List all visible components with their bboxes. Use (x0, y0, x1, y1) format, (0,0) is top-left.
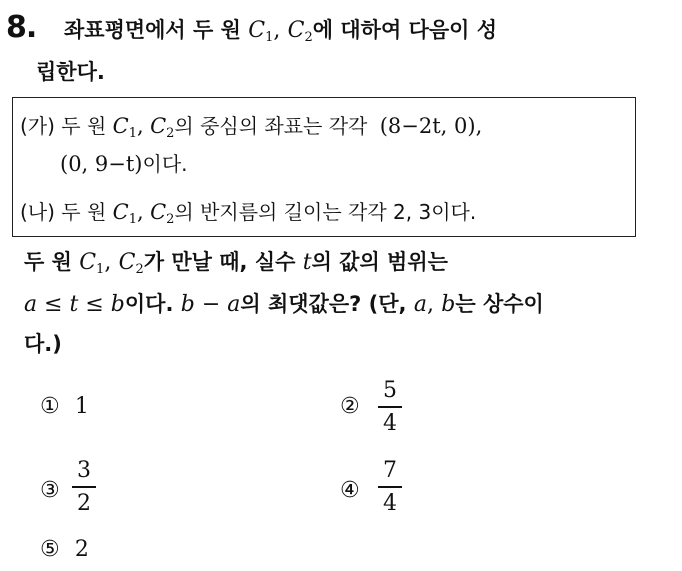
choice-2-denominator: 4 (383, 410, 397, 436)
constant-b: b (441, 292, 456, 317)
choice-3-denominator: 2 (77, 490, 91, 516)
choice-4-denominator: 4 (383, 490, 397, 516)
difference-expr: b − a (180, 292, 241, 317)
choice-1-value: 1 (74, 394, 89, 419)
circle-c1: $C_1$ (248, 18, 274, 45)
choice-4-fraction (378, 458, 402, 516)
choice-2-numerator: 5 (383, 378, 397, 403)
choice-4-marker: ④ (340, 478, 360, 503)
choice-5-marker: ⑤ (40, 537, 60, 562)
stem-text-b: 에 대하여 다음이 성 (312, 18, 498, 42)
choice-4-numerator: 7 (383, 458, 397, 483)
choice-2-fraction (378, 378, 402, 436)
stem-text-a: 좌표평면에서 두 원 (64, 18, 241, 42)
choice-3[interactable] (40, 478, 60, 503)
variable-t: t (302, 250, 312, 275)
circle-c2: $C_2$ (118, 250, 144, 277)
fraction-bar (378, 486, 402, 488)
choice-4[interactable] (340, 478, 360, 503)
fraction-bar (72, 486, 96, 488)
circle-c1: $C_1$ (112, 200, 138, 227)
choice-1-marker: ① (40, 394, 60, 419)
circle-c2: $C_2$ (287, 18, 313, 45)
choice-2-marker: ② (340, 394, 360, 419)
prompt-line1: 두 원 $C_1$, $C_2$가 만날 때, 실수 t의 값의 범위는 (24, 250, 448, 277)
circle-c2: $C_2$ (150, 200, 175, 227)
prompt-line3: 다.) (24, 332, 62, 356)
fraction-bar (378, 406, 402, 408)
condition-na-label: (나) (20, 200, 55, 224)
choice-5[interactable] (40, 537, 89, 562)
condition-ga-label: (가) (20, 114, 55, 138)
question-stem-line1: 좌표평면에서 두 원 $C_1$, $C_2$에 대하여 다음이 성 (64, 18, 498, 45)
condition-ga-line1: (가) 두 원 $C_1$, $C_2$의 중심의 좌표는 각각 (8−2t, 0), (20, 114, 483, 141)
condition-na: (나) 두 원 $C_1$, $C_2$의 반지름의 길이는 각각 2, 3이다. (20, 200, 477, 227)
center-coord-1: (8−2t, 0), (379, 114, 483, 138)
center-coord-2: (0, 9−t) (60, 152, 143, 176)
circle-c1: $C_1$ (79, 250, 105, 277)
question-number: 8. (6, 10, 37, 45)
prompt-line2: a ≤ t ≤ b이다. b − a의 최댓값은? (단, a, b는 상수이 (24, 292, 544, 317)
choice-3-numerator: 3 (77, 458, 91, 483)
choice-1[interactable] (40, 394, 89, 419)
condition-ga-line2: (0, 9−t)이다. (60, 152, 188, 176)
circle-c2: $C_2$ (150, 114, 175, 141)
choice-3-marker: ③ (40, 478, 60, 503)
question-stem-line2: 립한다. (36, 60, 105, 84)
constant-a: a (413, 292, 427, 317)
choice-3-fraction (72, 458, 96, 516)
inequality: a ≤ t ≤ b (24, 292, 125, 317)
choice-5-value: 2 (74, 537, 89, 562)
choice-2[interactable] (340, 394, 360, 419)
circle-c1: $C_1$ (112, 114, 138, 141)
